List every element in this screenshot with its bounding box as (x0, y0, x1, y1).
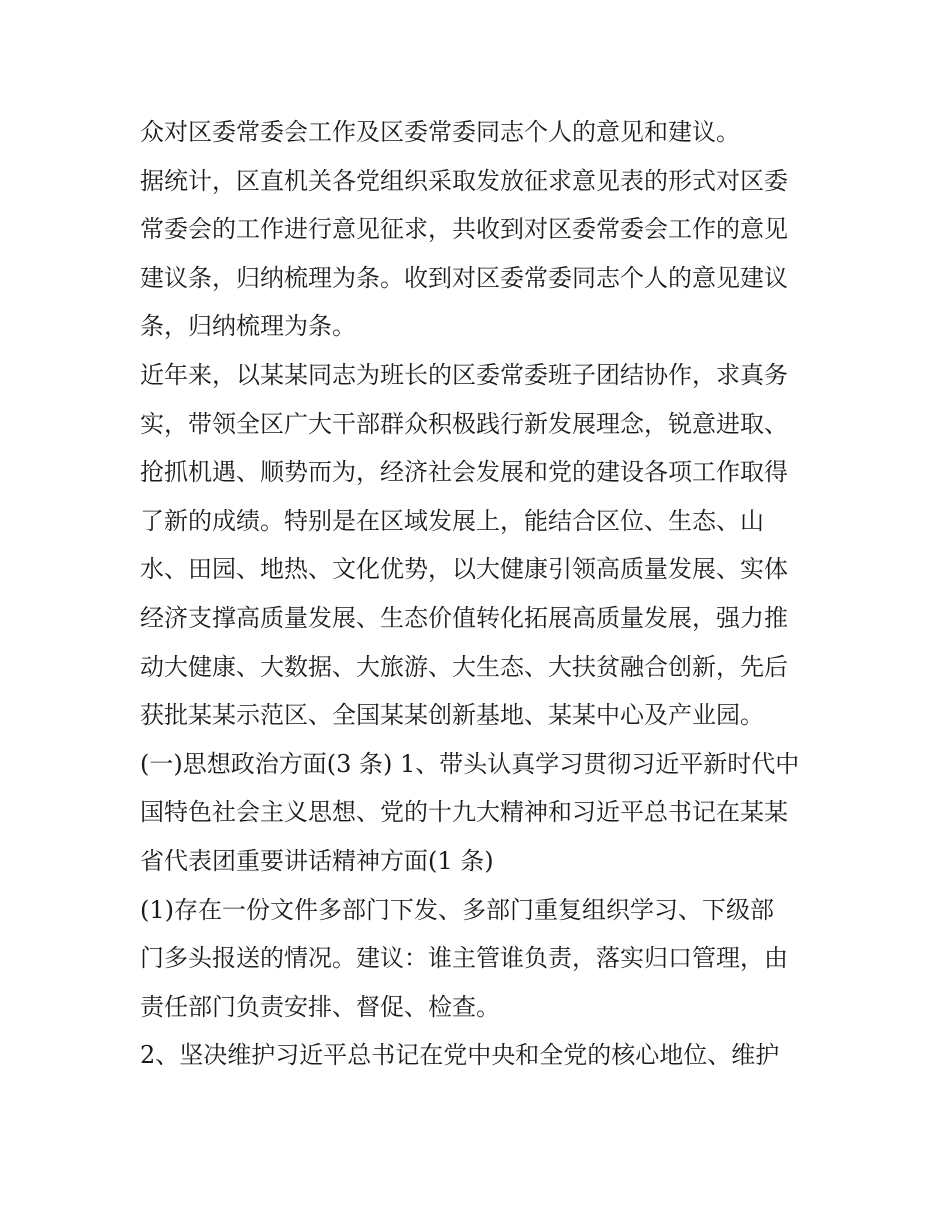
text-line: (1)存在一份文件多部门下发、多部门重复组织学习、下级部 (140, 895, 774, 924)
text-line: 抢抓机遇、顺势而为，经济社会发展和党的建设各项工作取得 (140, 458, 788, 487)
text-line: 了新的成绩。特别是在区域发展上，能结合区位、生态、山 (140, 506, 764, 535)
text-line: (一)思想政治方面(3 条) 1、带头认真学习贯彻习近平新时代中 (140, 749, 800, 778)
text-line: 2、坚决维护习近平总书记在党中央和全党的核心地位、维护 (140, 1041, 780, 1070)
document-body (140, 108, 820, 1080)
text-line: 水、田园、地热、文化优势，以大健康引领高质量发展、实体 (140, 555, 788, 584)
text-line: 责任部门负责安排、督促、检查。 (140, 992, 500, 1021)
text-line: 国特色社会主义思想、党的十九大精神和习近平总书记在某某 (140, 798, 788, 827)
text-line: 常委会的工作进行意见征求，共收到对区委常委会工作的意见 (140, 215, 788, 244)
text-line: 众对区委常委会工作及区委常委同志个人的意见和建议。 (140, 118, 740, 146)
text-line: 据统计，区直机关各党组织采取发放征求意见表的形式对区委 (140, 166, 788, 195)
text-line: 省代表团重要讲话精神方面(1 条) (140, 846, 494, 875)
text-line: 实，带领全区广大干部群众积极践行新发展理念，锐意进取、 (140, 409, 788, 438)
text-line: 动大健康、大数据、大旅游、大生态、大扶贫融合创新，先后 (140, 652, 788, 681)
text-line: 获批某某示范区、全国某某创新基地、某某中心及产业园。 (140, 701, 764, 730)
text-line: 经济支撑高质量发展、生态价值转化拓展高质量发展，强力推 (140, 603, 788, 632)
text-line: 近年来，以某某同志为班长的区委常委班子团结协作，求真务 (140, 360, 788, 389)
text-line: 建议条，归纳梳理为条。收到对区委常委同志个人的意见建议 (140, 263, 788, 292)
text-line: 门多头报送的情况。建议：谁主管谁负责，落实归口管理，由 (140, 944, 788, 973)
text-line: 条，归纳梳理为条。 (140, 312, 356, 341)
